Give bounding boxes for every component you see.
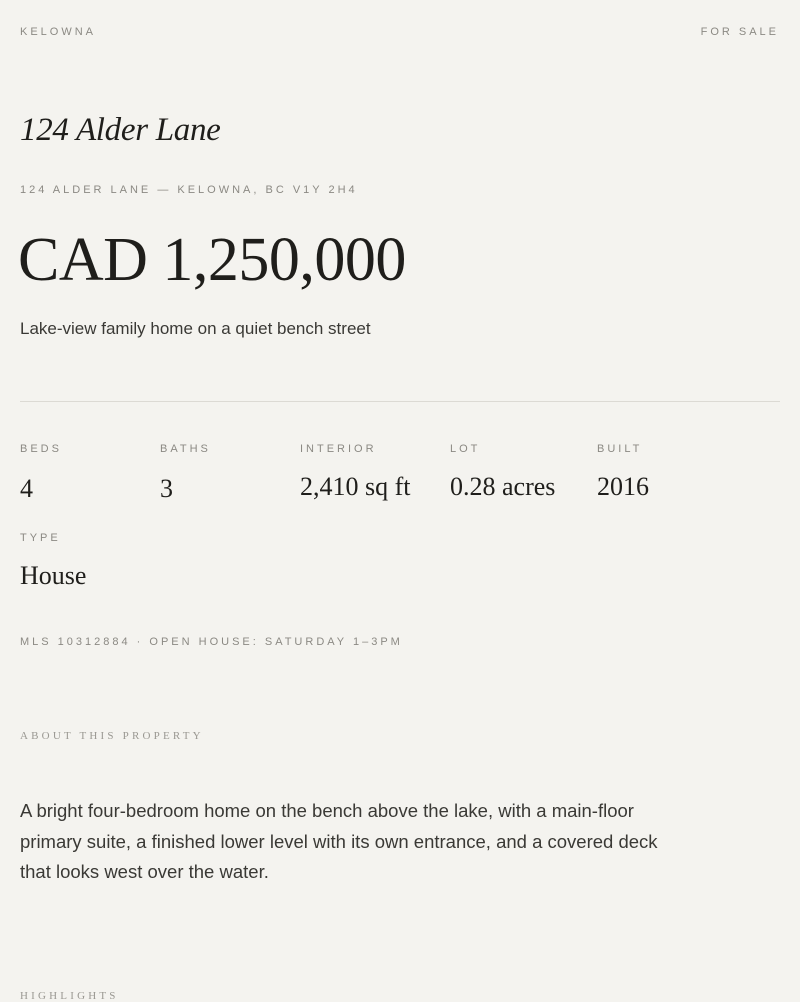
lot-label: LOT xyxy=(450,443,481,455)
beds-label: BEDS xyxy=(20,443,62,455)
highlights-heading: HIGHLIGHTS xyxy=(20,990,119,1002)
listing-title: 124 Alder Lane xyxy=(20,112,221,148)
listing-tagline: Lake-view family home on a quiet bench street xyxy=(20,319,371,338)
listing-address: 124 ALDER LANE — KELOWNA, BC V1Y 2H4 xyxy=(20,184,358,196)
divider xyxy=(20,401,780,402)
beds-value: 4 xyxy=(20,474,33,503)
built-label: BUILT xyxy=(597,443,643,455)
mls-open-house-line: MLS 10312884 · OPEN HOUSE: SATURDAY 1–3PM xyxy=(20,636,403,648)
baths-label: BATHS xyxy=(160,443,211,455)
listing-price: CAD 1,250,000 xyxy=(18,226,406,294)
type-value: House xyxy=(20,561,87,590)
listing-status: FOR SALE xyxy=(700,26,779,38)
city-label: KELOWNA xyxy=(20,26,97,38)
baths-value: 3 xyxy=(160,474,173,503)
interior-value: 2,410 sq ft xyxy=(300,472,411,501)
built-value: 2016 xyxy=(597,472,649,501)
interior-label: INTERIOR xyxy=(300,443,377,455)
about-heading: ABOUT THIS PROPERTY xyxy=(20,730,204,742)
about-description: A bright four-bedroom home on the bench above the lake, with a main-floor primary suite, a finished lower level with its own entrance, and a covered deck that looks west over the water. xyxy=(20,800,658,882)
type-label: TYPE xyxy=(20,532,61,544)
lot-value: 0.28 acres xyxy=(450,472,556,501)
